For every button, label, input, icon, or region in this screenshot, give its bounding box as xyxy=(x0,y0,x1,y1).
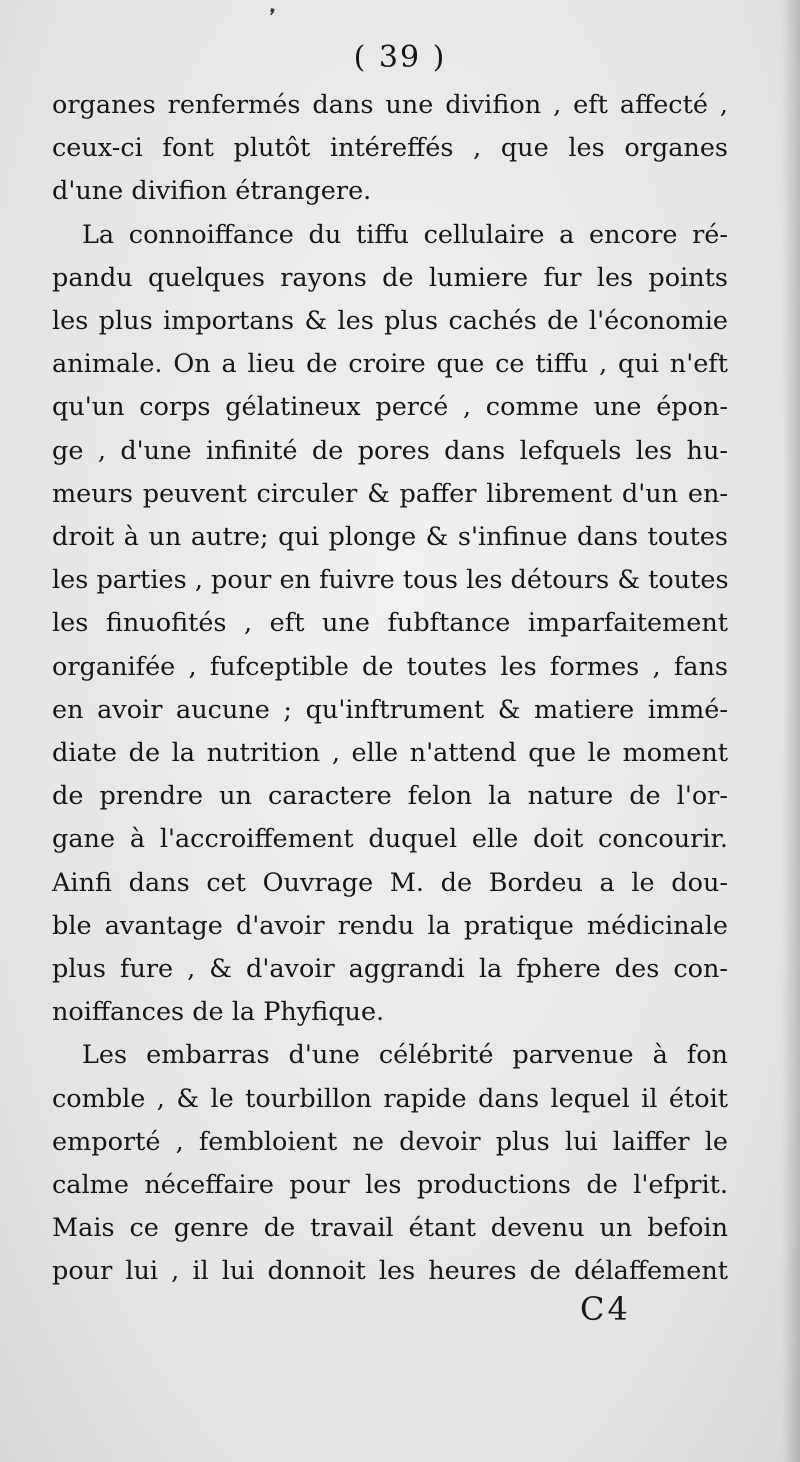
text-line: droit à un autre; qui plonge & s'infinue dans toutes xyxy=(52,522,728,553)
text-line: organes renfermés dans une divifion , eft affecté , xyxy=(52,90,728,120)
text-line: Les embarras d'une célébrité parvenue à fon xyxy=(82,1040,728,1071)
text-line: La connoiffance du tiffu cellulaire a encore ré- xyxy=(82,219,728,250)
text-line: organifée , fufceptible de toutes les formes , fans xyxy=(52,651,728,682)
text-line: Mais ce genre de travail étant devenu un befoin xyxy=(52,1213,728,1244)
text-line: Ainfi dans cet Ouvrage M. de Bordeu a le dou- xyxy=(52,867,728,898)
text-line: meurs peuvent circuler & paffer librement d'un en- xyxy=(52,478,728,509)
signature-mark: C4 xyxy=(580,1290,631,1328)
text-line: les plus importans & les plus cachés de l'économie xyxy=(52,306,728,337)
text-line: comble , & le tourbillon rapide dans lequel il étoit xyxy=(52,1083,728,1114)
text-line: les parties , pour en fuivre tous les détours & toutes xyxy=(52,565,729,596)
page-number: ( 39 ) xyxy=(353,40,447,75)
text-line: ble avantage d'avoir rendu la pratique médicinale xyxy=(52,910,728,941)
text-line: animale. On a lieu de croire que ce tiffu , qui n'eft xyxy=(52,349,728,380)
text-line: diate de la nutrition , elle n'attend que le moment xyxy=(52,738,728,769)
text-line: pour lui , il lui donnoit les heures de délaffement xyxy=(52,1256,728,1287)
text-line: en avoir aucune ; qu'inftrument & matiere immé- xyxy=(52,694,728,725)
text-line: calme néceffaire pour les productions de l'efprit. xyxy=(52,1170,728,1201)
text-line: les finuofités , eft une fubftance imparfaitement xyxy=(52,608,728,639)
body-text xyxy=(52,84,728,1294)
text-line: qu'un corps gélatineux percé , comme une épon- xyxy=(52,392,728,423)
text-line: plus fure , & d'avoir aggrandi la fphere des con- xyxy=(52,954,728,985)
page-edge-shadow xyxy=(782,0,800,1462)
text-line: de prendre un caractere felon la nature de l'or- xyxy=(52,781,728,812)
text-line: emporté , fembloient ne devoir plus lui laiffer le xyxy=(52,1126,728,1157)
text-line: pandu quelques rayons de lumiere fur les points xyxy=(52,262,728,293)
text-line: ge , d'une infinité de pores dans lefquels les hu- xyxy=(52,435,728,466)
text-line: d'une divifion étrangere. xyxy=(52,176,372,207)
text-line: gane à l'accroiffement duquel elle doit concourir. xyxy=(52,824,728,855)
text-line: noiffances de la Phyfique. xyxy=(52,997,385,1028)
text-line: ceux-ci font plutôt intéreffés , que les organes xyxy=(52,133,728,164)
ink-mark: ❜ xyxy=(265,3,278,29)
